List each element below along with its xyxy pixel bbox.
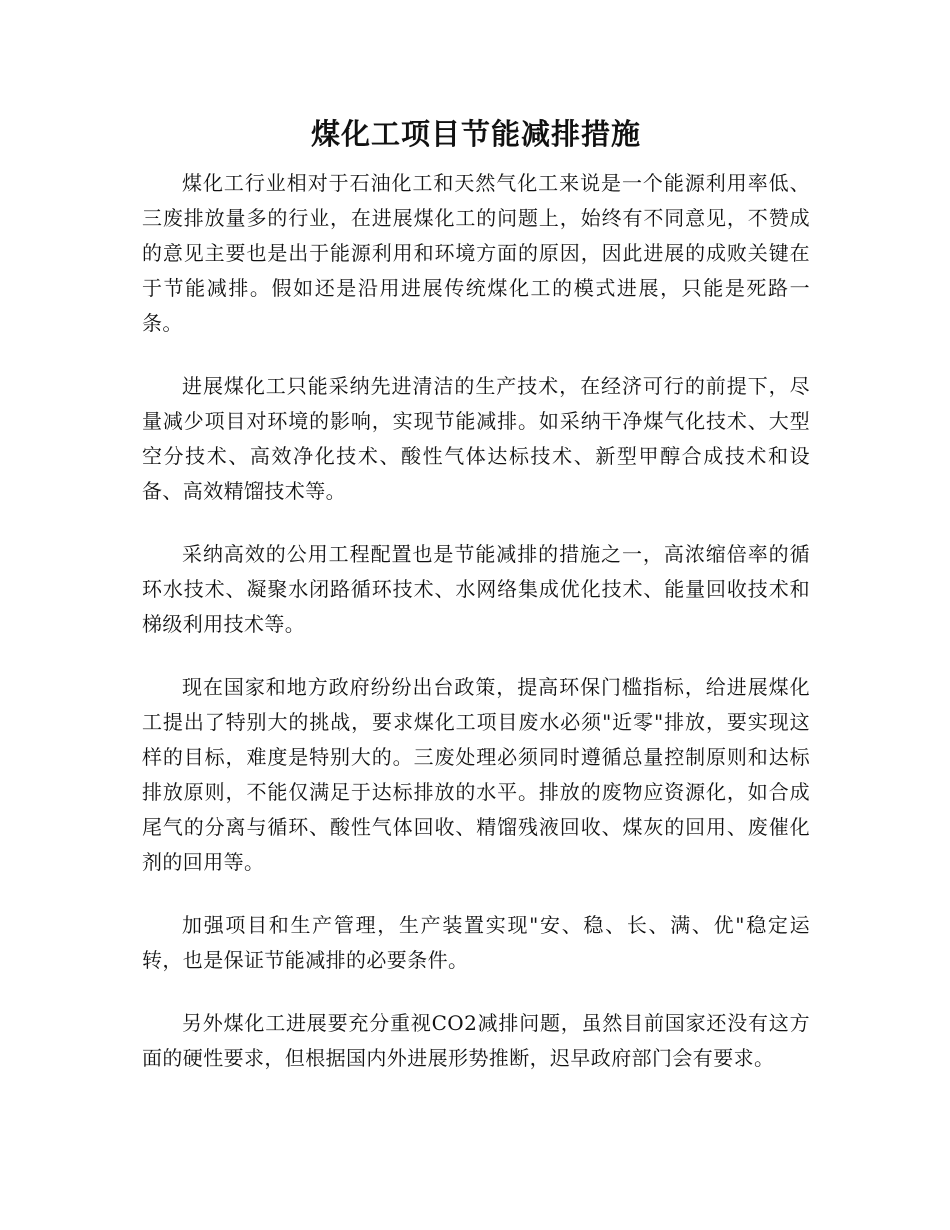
page-title: 煤化工项目节能减排措施: [310, 117, 641, 151]
paragraph-4: 现在国家和地方政府纷纷出台政策，提高环保门槛指标，给进展煤化工提出了特别大的挑战，要求煤化工项目废水必须"近零"排放，要实现这样的目标，难度是特别大的。三废处理必须同时遵循总量控制原则和达标排放原则，不能仅满足于达标排放的水平。排放的废物应资源化，如合成尾气的分离与循环、酸性气体回收、精馏残液回收、煤灰的回用、废催化剂的回用等。: [142, 675, 810, 874]
paragraph-6: 另外煤化工进展要充分重视CO2减排问题，虽然目前国家还没有这方面的硬性要求，但根据国内外进展形势推断，迟早政府部门会有要求。: [142, 1011, 810, 1070]
paragraph-2: 进展煤化工只能采纳先进清洁的生产技术，在经济可行的前提下，尽量减少项目对环境的影响，实现节能减排。如采纳干净煤气化技术、大型空分技术、高效净化技术、酸性气体达标技术、新型甲醇合成技术和设备、高效精馏技术等。: [142, 374, 810, 503]
paragraph-5: 加强项目和生产管理，生产装置实现"安、稳、长、满、优"稳定运转，也是保证节能减排的必要条件。: [142, 913, 810, 972]
paragraph-1: 煤化工行业相对于石油化工和天然气化工来说是一个能源利用率低、三废排放量多的行业，在进展煤化工的问题上，始终有不同意见，不赞成的意见主要也是出于能源利用和环境方面的原因，因此进展的成败关键在于节能减排。假如还是沿用进展传统煤化工的模式进展，只能是死路一条。: [142, 171, 810, 335]
paragraph-3: 采纳高效的公用工程配置也是节能减排的措施之一，高浓缩倍率的循环水技术、凝聚水闭路循环技术、水网络集成优化技术、能量回收技术和梯级利用技术等。: [142, 542, 810, 636]
